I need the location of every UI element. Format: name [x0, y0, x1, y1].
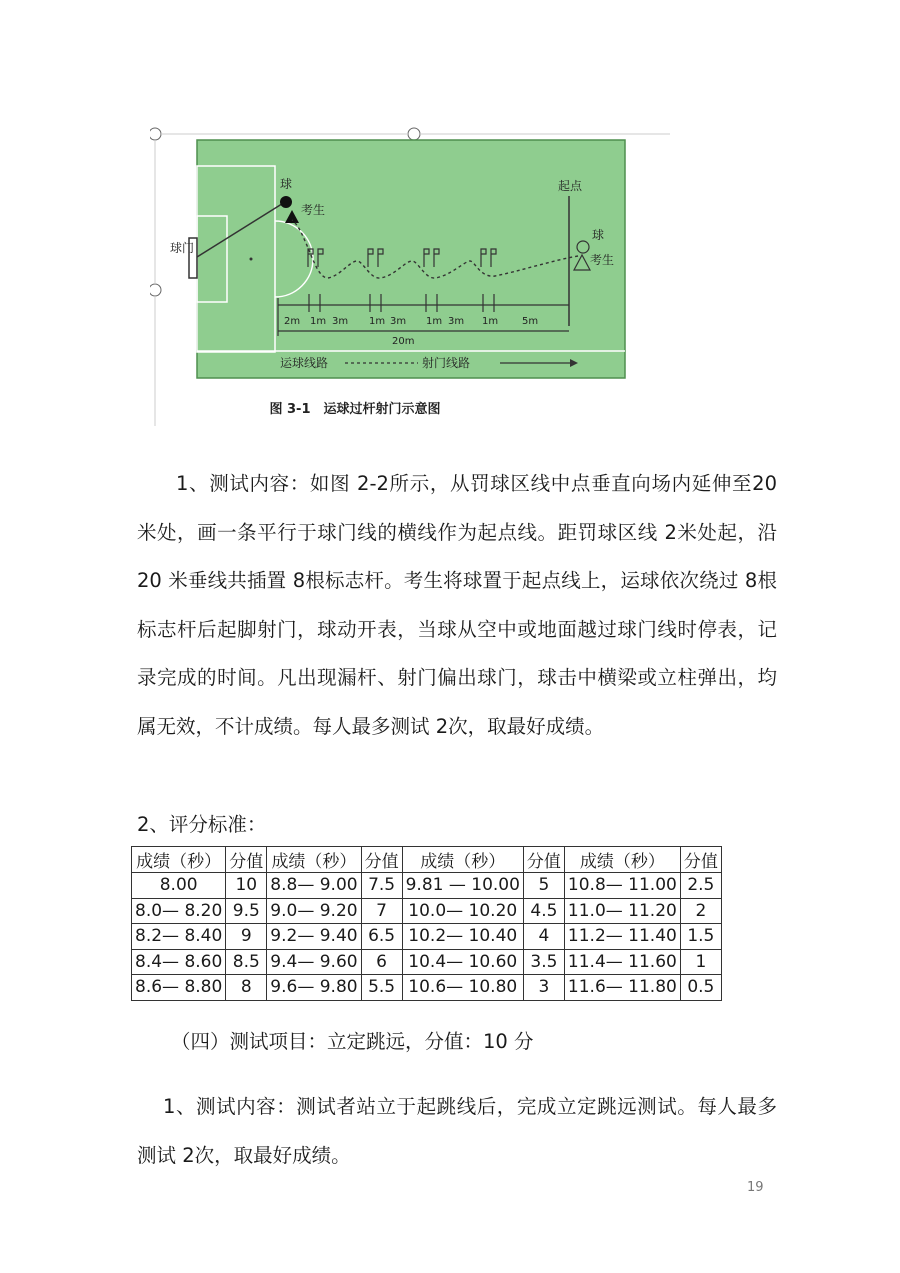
- score-time-cell: 8.2— 8.40: [132, 924, 226, 950]
- section1-paragraph: 1、测试内容：如图 2-2所示，从罚球区线中点垂直向场内延伸至20 米处，画一条平行于球门线的横线作为起点线。距罚球区线 2米处起，沿 20 米垂线共插置 8根标志杆。考生将球置于起点线上，运球依次绕过 8根标志杆后起脚射门，球动开表，当球从空中或地面越过球门线时停表，记录完成的时间。凡出现漏杆、射门偏出球门，球击中横梁或立柱弹出，均属无效，不计成绩。每人最多测试 2次，取最好成绩。: [137, 472, 777, 738]
- table-row: [132, 924, 722, 950]
- score-time-cell: 11.2— 11.40: [564, 924, 680, 950]
- selection-handle[interactable]: [150, 128, 161, 140]
- scoring-heading: 2、评分标准：: [137, 813, 267, 836]
- header-cell: 成绩（秒）: [132, 847, 226, 873]
- score-time-cell: 10.0— 10.20: [402, 898, 523, 924]
- label-dist: 2m: [284, 316, 301, 327]
- score-points-cell: 6: [361, 949, 402, 975]
- selection-handle[interactable]: [408, 128, 420, 140]
- score-points-cell: 9.5: [226, 898, 267, 924]
- score-time-cell: 11.0— 11.20: [564, 898, 680, 924]
- score-points-cell: 3.5: [523, 949, 564, 975]
- header-cell: 分值: [680, 847, 721, 873]
- score-table: [131, 846, 722, 1001]
- table-body: [132, 873, 722, 1001]
- score-time-cell: 9.4— 9.60: [267, 949, 361, 975]
- label-examinee-right: 考生: [590, 253, 615, 267]
- score-points-cell: 9: [226, 924, 267, 950]
- header-cell: 成绩（秒）: [564, 847, 680, 873]
- label-start: 起点: [558, 179, 583, 193]
- score-time-cell: 10.8— 11.00: [564, 873, 680, 899]
- header-cell: 成绩（秒）: [267, 847, 361, 873]
- field-diagram-svg: [150, 126, 675, 426]
- label-dist: 3m: [332, 316, 349, 327]
- penalty-spot: [250, 258, 253, 261]
- score-points-cell: 7.5: [361, 873, 402, 899]
- score-time-cell: 8.8— 9.00: [267, 873, 361, 899]
- score-time-cell: 9.6— 9.80: [267, 975, 361, 1001]
- table-row: [132, 898, 722, 924]
- label-goal: 球门: [170, 241, 195, 255]
- label-dist: 3m: [448, 316, 465, 327]
- score-points-cell: 5: [523, 873, 564, 899]
- dribble-shoot-diagram: [150, 126, 675, 426]
- score-time-cell: 9.2— 9.40: [267, 924, 361, 950]
- label-dist: 1m: [369, 316, 386, 327]
- label-dist-total: 20m: [392, 336, 415, 347]
- label-ball-right: 球: [592, 228, 605, 242]
- score-points-cell: 1: [680, 949, 721, 975]
- score-points-cell: 2.5: [680, 873, 721, 899]
- label-ball-top: 球: [280, 177, 293, 191]
- legend-shoot-label: 射门线路: [422, 356, 471, 370]
- header-cell: 分值: [523, 847, 564, 873]
- score-time-cell: 10.4— 10.60: [402, 949, 523, 975]
- section4-paragraph: 1、测试内容：测试者站立于起跳线后，完成立定跳远测试。每人最多测试 2次，取最好成绩。: [137, 1095, 777, 1167]
- selection-handle[interactable]: [150, 284, 161, 296]
- score-time-cell: 8.00: [132, 873, 226, 899]
- header-cell: 分值: [361, 847, 402, 873]
- label-dist: 1m: [426, 316, 443, 327]
- header-cell: 成绩（秒）: [402, 847, 523, 873]
- table-header-row: [132, 847, 722, 873]
- header-cell: 分值: [226, 847, 267, 873]
- label-examinee-top: 考生: [301, 203, 326, 217]
- section4-title: （四）测试项目：立定跳远，分值：10 分: [171, 1030, 534, 1053]
- score-points-cell: 3: [523, 975, 564, 1001]
- score-time-cell: 9.0— 9.20: [267, 898, 361, 924]
- score-points-cell: 0.5: [680, 975, 721, 1001]
- score-time-cell: 9.81 — 10.00: [402, 873, 523, 899]
- score-points-cell: 4.5: [523, 898, 564, 924]
- figure-caption: 图 3-1 运球过杆射门示意图: [269, 402, 441, 417]
- score-time-cell: 10.6— 10.80: [402, 975, 523, 1001]
- label-dist: 5m: [522, 316, 539, 327]
- score-points-cell: 5.5: [361, 975, 402, 1001]
- score-time-cell: 11.6— 11.80: [564, 975, 680, 1001]
- score-time-cell: 10.2— 10.40: [402, 924, 523, 950]
- score-time-cell: 8.0— 8.20: [132, 898, 226, 924]
- score-time-cell: 8.4— 8.60: [132, 949, 226, 975]
- table-row: [132, 873, 722, 899]
- score-points-cell: 2: [680, 898, 721, 924]
- score-points-cell: 4: [523, 924, 564, 950]
- score-points-cell: 10: [226, 873, 267, 899]
- score-points-cell: 1.5: [680, 924, 721, 950]
- legend-dribble-label: 运球线路: [280, 356, 329, 370]
- ball-icon: [280, 196, 292, 208]
- score-points-cell: 7: [361, 898, 402, 924]
- score-points-cell: 6.5: [361, 924, 402, 950]
- label-dist: 1m: [310, 316, 327, 327]
- score-time-cell: 8.6— 8.80: [132, 975, 226, 1001]
- label-dist: 3m: [390, 316, 407, 327]
- score-time-cell: 11.4— 11.60: [564, 949, 680, 975]
- score-points-cell: 8: [226, 975, 267, 1001]
- table-row: [132, 949, 722, 975]
- page-number: 19: [747, 1180, 764, 1195]
- table-row: [132, 975, 722, 1001]
- label-dist: 1m: [482, 316, 499, 327]
- score-points-cell: 8.5: [226, 949, 267, 975]
